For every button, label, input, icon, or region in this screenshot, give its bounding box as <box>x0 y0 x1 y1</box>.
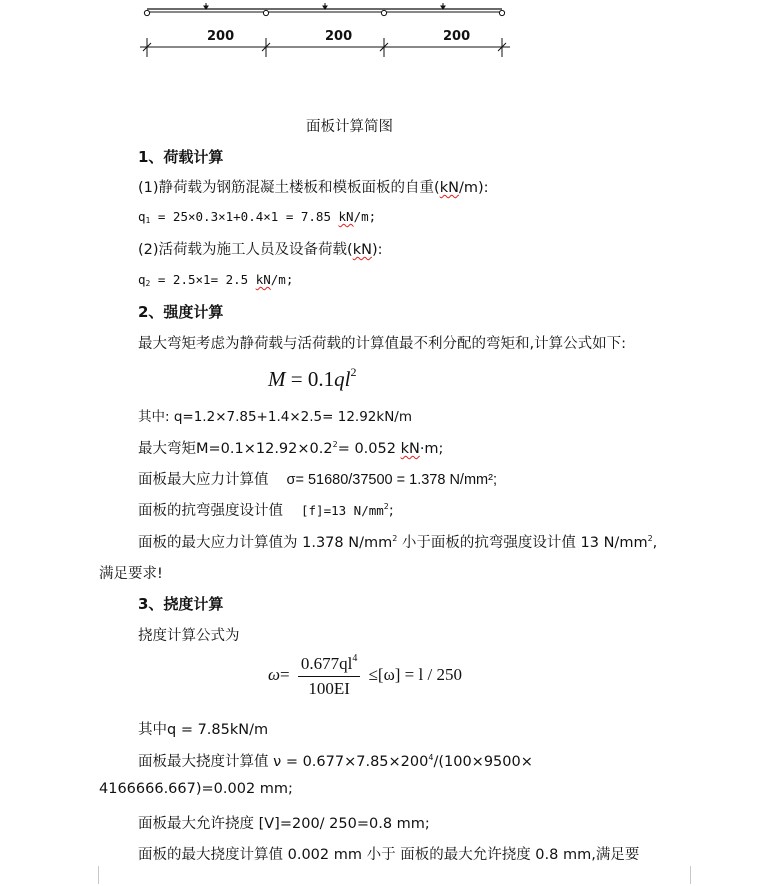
page-corner-mark-left <box>80 866 99 884</box>
live-load-line: (2)活荷载为施工人员及设备荷载(kN): <box>138 242 383 258</box>
moment-formula: $M = 0.1ql^2$ <box>268 365 357 391</box>
stress-conclusion: 面板的最大应力计算值为 1.378 $N/mm^2$ 小于面板的抗弯强度设计值 13 $N/mm^2$, <box>138 534 658 551</box>
q-deflection-where: 其中q = 7.85kN/m <box>138 722 269 738</box>
deflection-formula: ω= $\frac{0.677ql^4}{100EI}$ ≤[ω] = l / 250 <box>268 653 462 698</box>
supports <box>144 10 504 15</box>
allowable-deflection-line: 面板最大允许挠度 [V]=200/ 250=0.8 mm; <box>138 816 430 832</box>
section-1-title: 1、荷载计算 <box>138 148 224 166</box>
span-label-1: 200 <box>207 29 235 44</box>
deflection-calc-line: 面板最大挠度计算值 $\nu = 0.677\times 7.85\times 200^4/(100\times 9500\times$ <box>138 753 533 770</box>
dead-load-line: (1)静荷载为钢筋混凝土楼板和模板面板的自重(kN/m): <box>138 180 489 196</box>
page-corner-mark-right <box>690 866 709 884</box>
load-arrows <box>204 3 445 9</box>
span-label-2: 200 <box>325 29 353 44</box>
section-2-title: 2、强度计算 <box>138 303 224 321</box>
q1-line: $q_1 = 25\times 0.3\times 1+0.4\times 1 = 7.85$ kN/m; <box>138 209 377 225</box>
q-where-line: 其中: q=1.2×7.85+1.4×2.5= 12.92kN/m <box>138 409 412 425</box>
q2-line: $q_2 = 2.5\times 1= 2.5$ kN/m; <box>138 272 294 288</box>
deflection-intro: 挠度计算公式为 <box>138 628 240 644</box>
figure-caption: 面板计算简图 <box>306 119 393 135</box>
stress-line: 面板最大应力计算值 σ= 51680/37500 = 1.378 N/mm²; <box>138 472 497 488</box>
beam-diagram <box>0 0 784 70</box>
moment-intro: 最大弯矩考虑为静荷载与活荷载的计算值最不利分配的弯矩和,计算公式如下: <box>138 336 626 352</box>
design-strength-line: 面板的抗弯强度设计值 [f]=13 $N/mm^2$; <box>138 502 394 519</box>
max-moment-line: 最大弯矩$M=0.1\times 12.92\times 0.2^2= 0.052$ kN·m; <box>138 440 444 457</box>
section-3-title: 3、挠度计算 <box>138 595 224 613</box>
deflection-calc-cont: 4166666.667)=0.002 mm; <box>99 781 293 797</box>
stress-conclusion-cont: 满足要求! <box>99 566 163 582</box>
deflection-conclusion: 面板的最大挠度计算值 0.002 mm 小于 面板的最大允许挠度 0.8 mm,满足要 <box>138 847 640 863</box>
span-label-3: 200 <box>443 29 471 44</box>
